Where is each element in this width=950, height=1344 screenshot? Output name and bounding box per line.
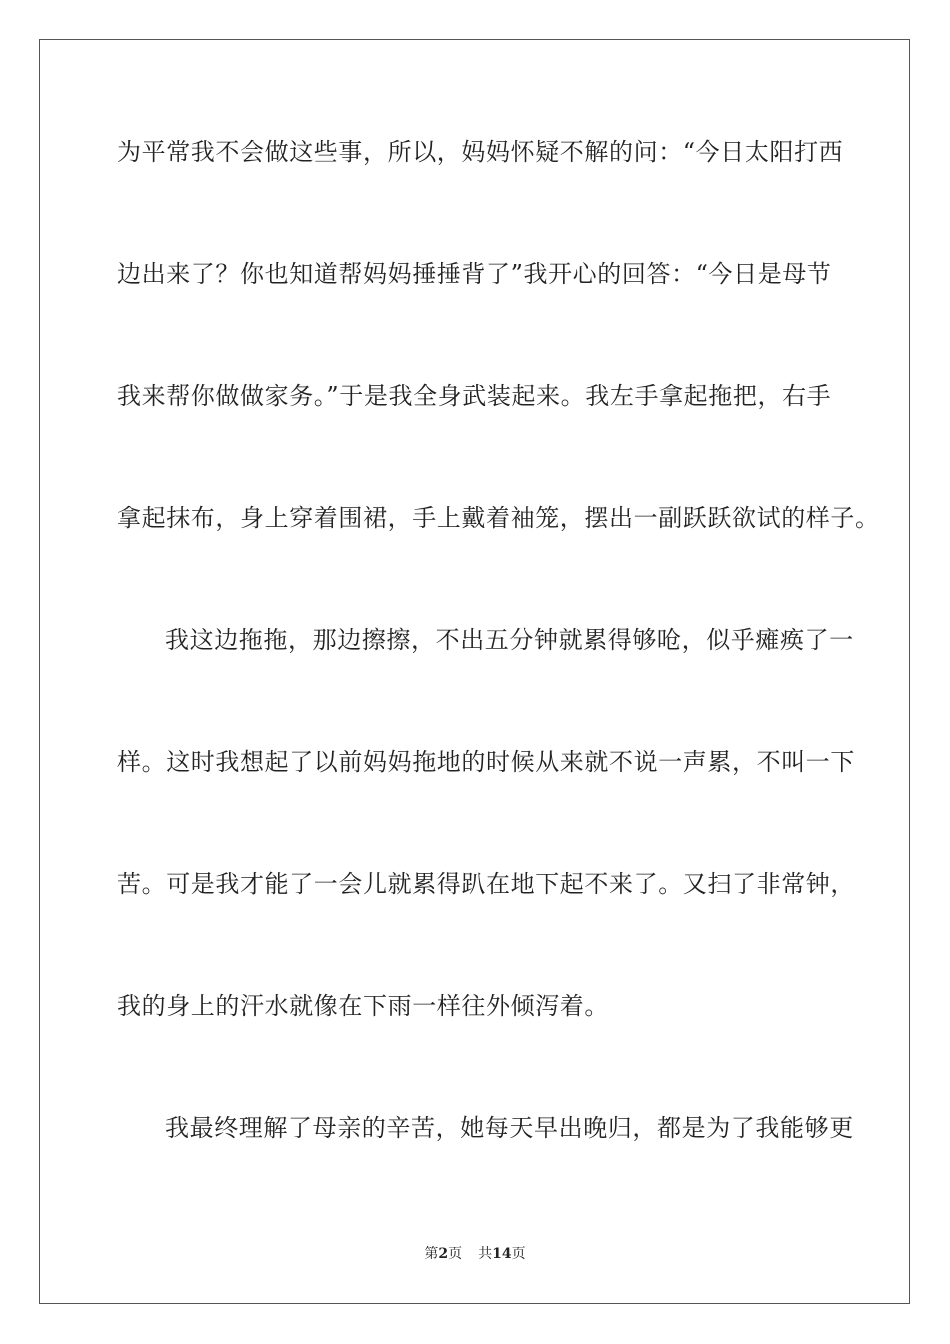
page-suffix: 页 — [448, 1246, 463, 1262]
text-line-8: 我的身上的汗水就像在下雨一样往外倾泻着。 — [117, 992, 609, 1020]
total-suffix: 页 — [511, 1246, 526, 1262]
total-prefix: 共 — [478, 1246, 493, 1262]
text-line-6: 样。这时我想起了以前妈妈拖地的时候从来就不说一声累，不叫一下 — [117, 748, 855, 776]
page-number: 2 — [438, 1246, 449, 1262]
page-prefix: 第 — [424, 1246, 439, 1262]
total-pages: 14 — [492, 1246, 512, 1262]
text-line-4: 拿起抹布，身上穿着围裙，手上戴着袖笼，摆出一副跃跃欲试的样子。 — [117, 504, 880, 532]
text-line-2: 边出来了？你也知道帮妈妈捶捶背了”我开心的回答：“今日是母节 — [117, 260, 832, 288]
text-line-7: 苦。可是我才能了一会儿就累得趴在地下起不来了。又扫了非常钟， — [117, 870, 855, 898]
text-line-1: 为平常我不会做这些事，所以，妈妈怀疑不解的问：“今日太阳打西 — [117, 138, 844, 166]
text-line-9: 我最终理解了母亲的辛苦，她每天早出晚归，都是为了我能够更 — [165, 1114, 854, 1142]
text-line-3: 我来帮你做做家务。”于是我全身武装起来。我左手拿起拖把，右手 — [117, 382, 832, 410]
page-footer — [0, 1244, 950, 1264]
text-line-5: 我这边拖拖，那边擦擦，不出五分钟就累得够呛，似乎瘫痪了一 — [165, 626, 854, 654]
